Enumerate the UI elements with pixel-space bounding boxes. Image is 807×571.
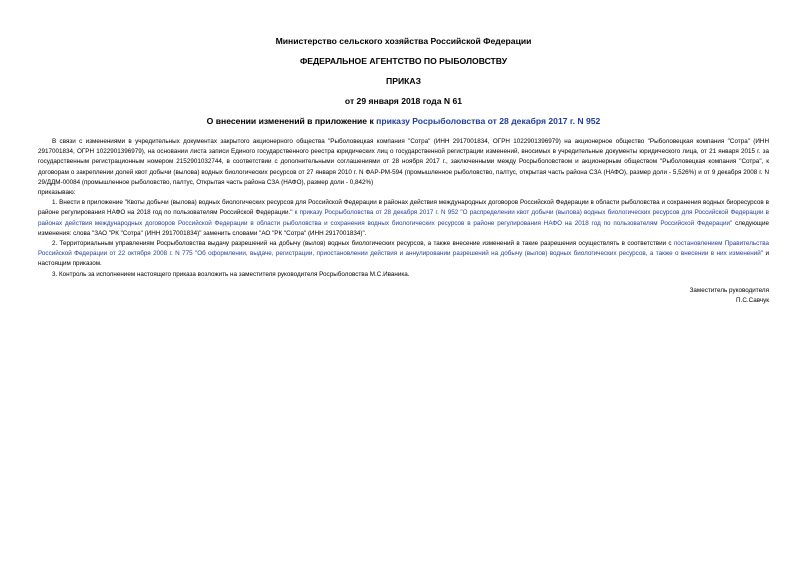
item-1-text-a: 1. Внести в приложение "Квоты добычи (вылова) водных биологических ресурсов для Российской Федерации в районах действия международных договоров Российской Федерации в области рыболовства и сохранения водных биоресурсов в районе регулирования НАФО на 2018 год по пользователям Российской Федерации." bbox=[38, 199, 769, 217]
document-body bbox=[38, 137, 769, 280]
item-1-text-b: следующие изменения: слова "ЗАО "РК "Сотра" (ИНН 2917001834)" заменить словами "АО "РК "Сотра" (ИНН 2917001834)". bbox=[38, 219, 769, 237]
item-1-paragraph bbox=[38, 198, 769, 239]
item-2-link[interactable]: постановлением Правительства Российской Федерации от 22 октября 2008 г. N 775 "Об оформлении, выдаче, регистрации, приостановлении действия и аннулировании разрешений на добычу (вылов) водных биологических ресурсов, а также о внесении в них изменений" bbox=[38, 240, 769, 258]
preamble-paragraph: В связи с изменениями в учредительных документах закрытого акционерного общества "Рыболовецкая компания "Сотра" (ИНН 2917001834, ОГРН 1022901396979) на акционерное общество "Рыболовецкая компания "Сотра" (ИНН 2917001834, ОГРН 1022901396979), на основании листа записи Единого государственного реестра юридических лиц о государственной регистрации изменений, вносимых в учредительные документы юридического лица, от 21 января 2015 г. за государственным регистрационным номером 2152901032744, в соответствии с дополнительными соглашениями от 28 ноября 2017 г., заключенными между Росрыболовством и акционерным обществом "Рыболовецкая компания "Сотра", к договорам о закреплении долей квот добычи (вылова) водных биологических ресурсов от 27 января 2010 г. N ФАР-РМ-594 (промышленное рыболовство, палтус, открытая часть района СЗА (НАФО), размер доли - 5,526%) и от 9 декабря 2008 г. N 29/ДДМ-00084 (промышленное рыболовство, палтус, Открытая часть района СЗА (НАФО), размер доли - 0,842%) bbox=[38, 138, 769, 186]
item-2-text-b: и настоящим приказом. bbox=[38, 250, 769, 268]
document-page bbox=[38, 36, 769, 306]
date-number-heading: от 29 января 2018 года N 61 bbox=[344, 96, 463, 106]
item-2-paragraph bbox=[38, 239, 769, 270]
signature-position: Заместитель руководителя bbox=[689, 286, 769, 294]
item-2-text-a: 2. Территориальным управлениям Росрыболовства выдачу разрешений на добычу (вылов) водных биологических ресурсов, а также внесение изменений в такие разрешения осуществлять в соответствии с bbox=[52, 240, 674, 248]
title-prefix: О внесении изменений в приложение к bbox=[206, 116, 377, 126]
agency-heading: ФЕДЕРАЛЬНОЕ АГЕНТСТВО ПО РЫБОЛОВСТВУ bbox=[299, 56, 508, 66]
item-1-link[interactable]: к приказу Росрыболовства от 28 декабря 2017 г. N 952 "О распределении квот добычи (вылова) водных биологических ресурсов для Российской Федерации в районах действия международных договоров Российской Федерации в области рыболовства и сохранения водных биологических ресурсов в районе регулирования НАФО на 2018 год по пользователям Российской Федерации" bbox=[38, 209, 769, 227]
signature-block bbox=[38, 286, 769, 306]
ministry-heading: Министерство сельского хозяйства Российской Федерации bbox=[275, 36, 532, 46]
item-3-paragraph: 3. Контроль за исполнением настоящего приказа возложить на заместителя руководителя Росрыболовства М.С.Иваника. bbox=[52, 270, 410, 278]
signature-name: П.С.Савчук bbox=[736, 297, 769, 305]
doc-type-heading: ПРИКАЗ bbox=[386, 76, 421, 86]
order-word: приказываю: bbox=[38, 189, 76, 197]
document-title bbox=[38, 116, 769, 127]
title-link[interactable]: приказу Росрыболовства от 28 декабря 2017 г. N 952 bbox=[376, 116, 601, 126]
